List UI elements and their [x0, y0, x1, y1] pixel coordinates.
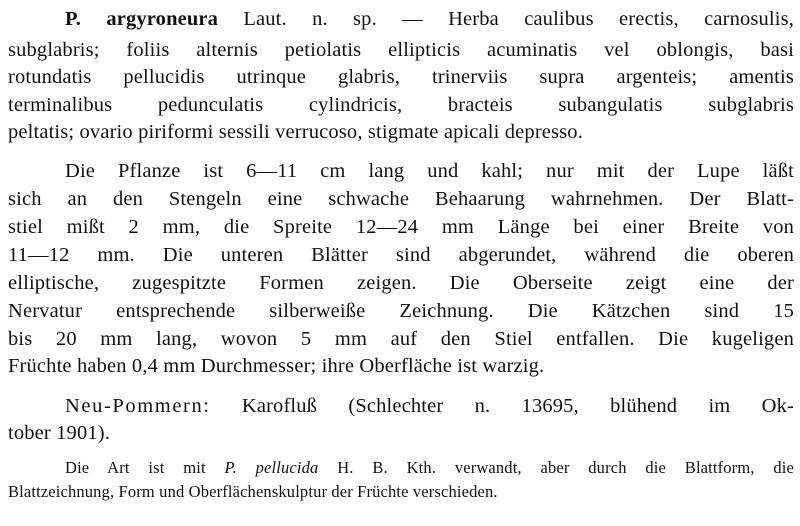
description-line-6: Nervatur entsprechende silberweiße Zeichnung. Die Kätzchen sind 15 — [8, 300, 794, 322]
note-line-1 — [65, 457, 794, 479]
description-line-3: stiel mißt 2 mm, die Spreite 12—24 mm Länge bei einer Breite von — [8, 216, 794, 238]
locality-details: Karofluß (Schlechter n. 13695, blühend im Ok- — [210, 395, 794, 417]
description-line-1: Die Pflanze ist 6—11 cm lang und kahl; nur mit der Lupe läßt — [65, 160, 794, 182]
latin-diagnosis-line-2: rotundatis pellucidis utrinque glabris, trinerviis supra argenteis; amentis — [8, 66, 794, 88]
description-line-7: bis 20 mm lang, wovon 5 mm auf den Stiel entfallen. Die kugeligen — [8, 328, 794, 350]
description-line-8: Früchte haben 0,4 mm Durchmesser; ihre Oberfläche ist warzig. — [8, 355, 545, 377]
description-line-2: sich an den Stengeln eine schwache Behaarung wahrnehmen. Der Blatt- — [8, 188, 794, 210]
latin-diagnosis-line-1: subglabris; foliis alternis petiolatis ellipticis acuminatis vel oblongis, basi — [8, 39, 794, 61]
locality-line-2: tober 1901). — [8, 422, 110, 444]
note-prefix: Die Art ist mit — [65, 458, 225, 477]
species-heading-line — [65, 6, 794, 32]
note-line-2: Blattzeichnung, Form und Oberflächenskulptur der Früchte verschieden. — [8, 482, 498, 501]
locality-region: Neu-Pommern: — [65, 395, 211, 417]
species-name: P. argyroneura — [65, 8, 219, 30]
note-suffix: H. B. Kth. verwandt, aber durch die Blattform, die — [318, 458, 794, 477]
latin-diagnosis-line-4: peltatis; ovario piriformi sessili verrucoso, stigmate apicali depresso. — [8, 121, 583, 143]
latin-diagnosis-line-3: terminalibus pedunculatis cylindricis, bracteis subangulatis subglabris — [8, 94, 794, 116]
species-author-diagnosis: Laut. n. sp. — Herba caulibus erectis, carnosulis, — [218, 8, 794, 30]
description-line-4: 11—12 mm. Die unteren Blätter sind abgerundet, während die oberen — [8, 244, 794, 266]
description-line-5: elliptische, zugespitzte Formen zeigen. Die Oberseite zeigt eine der — [8, 272, 794, 294]
locality-line-1 — [65, 393, 794, 419]
note-species: P. pellucida — [224, 458, 319, 477]
